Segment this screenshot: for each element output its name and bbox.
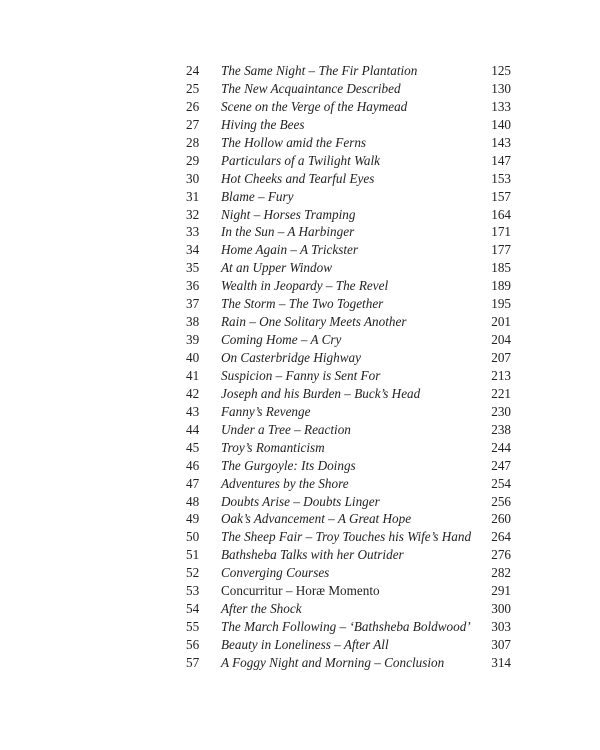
chapter-number: 37 — [186, 296, 200, 312]
toc-entry — [0, 134, 600, 152]
chapter-number: 52 — [186, 565, 200, 581]
chapter-title: At an Upper Window — [221, 260, 332, 276]
toc-entry — [0, 349, 600, 367]
page-number: 130 — [491, 80, 511, 96]
toc-entry — [0, 618, 600, 636]
chapter-title: Doubts Arise – Doubts Linger — [221, 493, 380, 509]
page-number: 282 — [491, 565, 511, 581]
page-number: 291 — [491, 583, 511, 599]
toc-entry — [0, 564, 600, 582]
chapter-number: 47 — [186, 475, 200, 491]
toc-entry — [0, 170, 600, 188]
toc-entry — [0, 62, 600, 80]
chapter-title: Under a Tree – Reaction — [221, 421, 351, 437]
toc-entry — [0, 528, 600, 546]
page-number: 147 — [491, 152, 511, 168]
chapter-title: Concurritur – Horæ Momento — [221, 583, 380, 599]
chapter-title: Hiving the Bees — [221, 116, 305, 132]
page-number: 307 — [491, 637, 511, 652]
chapter-number: 30 — [186, 170, 200, 186]
toc-entry — [0, 152, 600, 170]
chapter-title: Troy’s Romanticism — [221, 439, 325, 455]
page-number: 300 — [491, 601, 511, 617]
chapter-title: The New Acquaintance Described — [221, 80, 401, 96]
chapter-number: 42 — [186, 385, 200, 401]
chapter-title: Joseph and his Burden – Buck’s Head — [221, 385, 421, 401]
toc-entry — [0, 116, 600, 134]
page-number: 221 — [491, 385, 511, 401]
toc-entry — [0, 385, 600, 403]
chapter-number: 53 — [186, 583, 200, 599]
chapter-title: Home Again – A Trickster — [221, 242, 359, 258]
page-number: 140 — [491, 116, 511, 132]
chapter-number: 56 — [186, 637, 200, 652]
chapter-number: 35 — [186, 260, 200, 276]
page-number: 157 — [491, 188, 511, 204]
chapter-number: 55 — [186, 619, 200, 635]
chapter-number: 33 — [186, 224, 200, 240]
chapter-number: 38 — [186, 314, 200, 330]
chapter-number: 45 — [186, 439, 200, 455]
toc-entry — [0, 457, 600, 475]
page-number: 177 — [491, 242, 511, 258]
chapter-number: 29 — [186, 152, 200, 168]
toc-entry — [0, 654, 600, 672]
page-number: 189 — [491, 278, 511, 294]
chapter-number: 36 — [186, 278, 200, 294]
chapter-title: Hot Cheeks and Tearful Eyes — [221, 170, 375, 186]
toc-entry — [0, 510, 600, 528]
chapter-title: Converging Courses — [221, 565, 330, 581]
chapter-number: 54 — [186, 601, 200, 617]
chapter-number: 27 — [186, 116, 200, 132]
page-number: 204 — [491, 332, 511, 348]
chapter-number: 44 — [186, 421, 200, 437]
page-number: 195 — [491, 296, 511, 312]
chapter-number: 25 — [186, 80, 200, 96]
page-number: 314 — [491, 654, 511, 670]
chapter-number: 57 — [186, 654, 200, 670]
chapter-title: The March Following – ‘Bathsheba Boldwood’ — [221, 619, 471, 635]
chapter-title: The Hollow amid the Ferns — [221, 134, 367, 150]
chapter-title: Coming Home – A Cry — [221, 332, 342, 348]
chapter-title: In the Sun – A Harbinger — [221, 224, 355, 240]
chapter-number: 49 — [186, 511, 200, 527]
toc-entry — [0, 188, 600, 206]
toc-entry — [0, 277, 600, 295]
page-number: 238 — [491, 421, 511, 437]
chapter-title: A Foggy Night and Morning – Conclusion — [221, 654, 445, 670]
chapter-number: 28 — [186, 134, 200, 150]
chapter-title: Adventures by the Shore — [221, 475, 349, 491]
chapter-title: Bathsheba Talks with her Outrider — [221, 547, 404, 563]
toc-entry — [0, 259, 600, 277]
chapter-title: Blame – Fury — [221, 188, 294, 204]
chapter-title: Beauty in Loneliness – After All — [221, 637, 389, 652]
page-number: 125 — [491, 63, 511, 78]
page-number: 247 — [491, 457, 511, 473]
toc-entry — [0, 600, 600, 618]
chapter-number: 50 — [186, 529, 200, 545]
toc-entry — [0, 331, 600, 349]
chapter-number: 41 — [186, 367, 200, 383]
chapter-title: Scene on the Verge of the Haymead — [221, 98, 408, 114]
toc-entry — [0, 367, 600, 385]
page-number: 213 — [491, 367, 511, 383]
chapter-title: Oak’s Advancement – A Great Hope — [221, 511, 412, 527]
chapter-number: 39 — [186, 332, 200, 348]
chapter-title: Particulars of a Twilight Walk — [221, 152, 380, 168]
toc-entry — [0, 421, 600, 439]
toc-entry — [0, 403, 600, 421]
chapter-number: 51 — [186, 547, 200, 563]
chapter-title: After the Shock — [221, 601, 302, 617]
page-number: 230 — [491, 403, 511, 419]
chapter-number: 40 — [186, 350, 200, 365]
page-number: 164 — [491, 206, 511, 222]
chapter-title: The Sheep Fair – Troy Touches his Wife’s Hand — [221, 529, 472, 545]
chapter-title: The Storm – The Two Together — [221, 296, 384, 312]
chapter-number: 48 — [186, 493, 200, 509]
toc-entry — [0, 295, 600, 313]
chapter-title: Night – Horses Tramping — [221, 206, 356, 222]
toc-entry — [0, 475, 600, 493]
toc-entry — [0, 313, 600, 331]
page-number: 303 — [491, 619, 511, 635]
chapter-number: 26 — [186, 98, 200, 114]
toc-entry — [0, 223, 600, 241]
page-number: 143 — [491, 134, 511, 150]
chapter-number: 31 — [186, 188, 200, 204]
page-number: 133 — [491, 98, 511, 114]
toc-entry — [0, 439, 600, 457]
page-number: 207 — [491, 350, 511, 365]
toc-entry — [0, 493, 600, 511]
page-number: 256 — [491, 493, 511, 509]
chapter-number: 46 — [186, 457, 200, 473]
chapter-number: 43 — [186, 403, 200, 419]
page-number: 201 — [491, 314, 511, 330]
chapter-title: Fanny’s Revenge — [221, 403, 311, 419]
chapter-title: The Gurgoyle: Its Doings — [221, 457, 356, 473]
page-number: 254 — [491, 475, 511, 491]
toc-entry — [0, 546, 600, 564]
page-number: 185 — [491, 260, 511, 276]
chapter-number: 24 — [186, 63, 200, 78]
toc-entry — [0, 636, 600, 654]
toc-entry — [0, 241, 600, 259]
toc-entry — [0, 206, 600, 224]
chapter-title: Wealth in Jeopardy – The Revel — [221, 278, 389, 294]
toc-entry — [0, 98, 600, 116]
page-number: 276 — [491, 547, 511, 563]
toc-entry — [0, 582, 600, 600]
page-number: 260 — [491, 511, 511, 527]
chapter-title: The Same Night – The Fir Plantation — [221, 63, 418, 78]
page-number: 171 — [491, 224, 511, 240]
chapter-number: 32 — [186, 206, 200, 222]
chapter-title: Rain – One Solitary Meets Another — [221, 314, 407, 330]
toc-entry — [0, 80, 600, 98]
page-number: 264 — [491, 529, 511, 545]
page-number: 244 — [491, 439, 511, 455]
chapter-number: 34 — [186, 242, 200, 258]
chapter-title: Suspicion – Fanny is Sent For — [221, 367, 381, 383]
table-of-contents — [0, 62, 600, 672]
chapter-title: On Casterbridge Highway — [221, 350, 361, 365]
page-number: 153 — [491, 170, 511, 186]
